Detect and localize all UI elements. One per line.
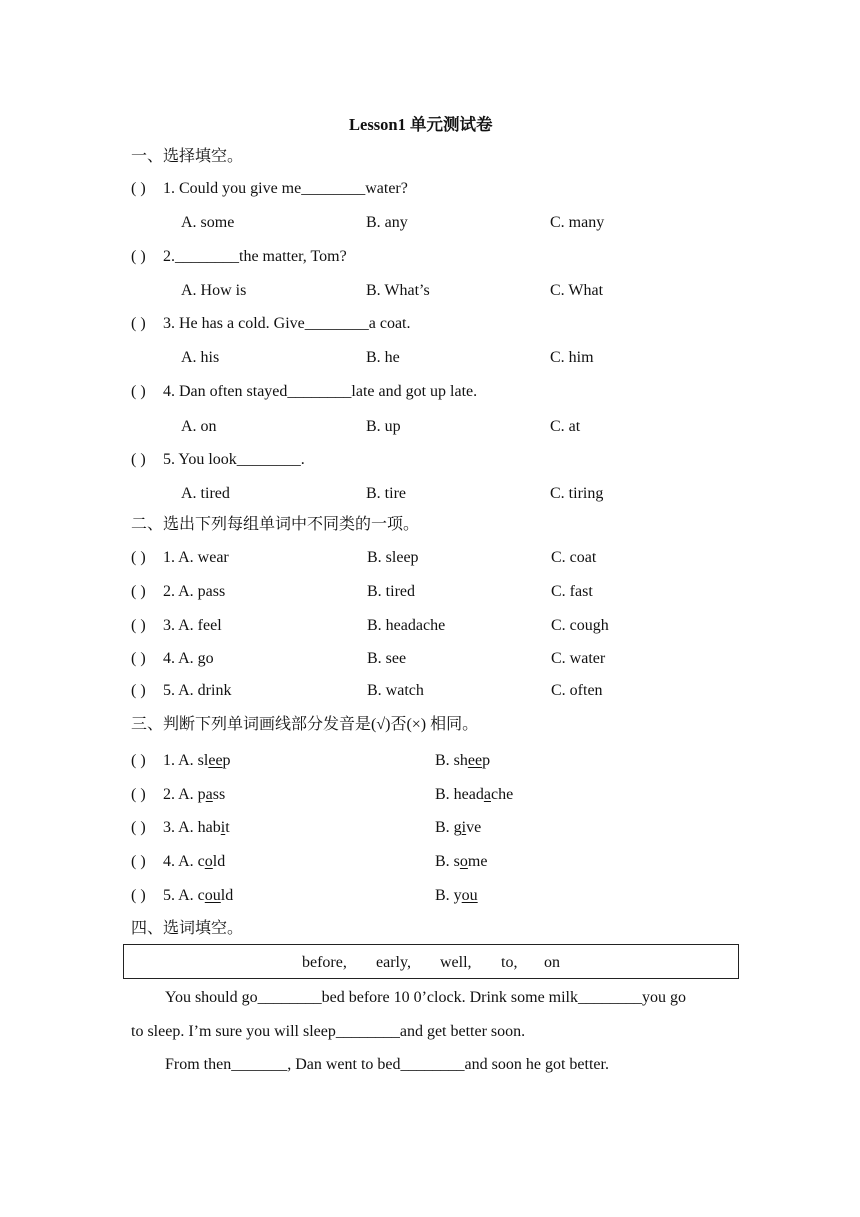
question-2: 2.________the matter, Tom?: [163, 248, 347, 265]
question-3: 3. He has a cold. Give________a coat.: [163, 315, 411, 332]
word-a: 4. A. go: [163, 650, 214, 667]
section-1-heading: 一、选择填空。: [131, 148, 244, 165]
word-c: C. coat: [551, 549, 597, 566]
word-a: 3. A. habit: [163, 819, 230, 836]
option-b: B. up: [366, 418, 401, 435]
underlined-letters: i: [220, 819, 226, 836]
word-b: B. watch: [367, 682, 424, 699]
underlined-letters: ou: [204, 887, 221, 904]
word-b: B. sheep: [435, 752, 491, 769]
word-bank-item: well,: [440, 954, 472, 971]
underlined-letters: a: [205, 786, 213, 803]
answer-paren: ( ): [131, 383, 146, 400]
word-a: 5. A. drink: [163, 682, 232, 699]
word-c: C. water: [551, 650, 606, 667]
option-a: A. some: [181, 214, 235, 231]
answer-paren: ( ): [131, 549, 146, 566]
page-title: Lesson1 单元测试卷: [349, 115, 493, 134]
word-bank-item: before,: [302, 954, 347, 971]
word-b: B. headache: [367, 617, 446, 634]
question-5: 5. You look________.: [163, 451, 305, 468]
answer-paren: ( ): [131, 853, 146, 870]
answer-paren: ( ): [131, 315, 146, 332]
option-b: B. What’s: [366, 282, 430, 299]
word-bank-box: [123, 944, 739, 979]
option-b: B. he: [366, 349, 400, 366]
word-bank-item: early,: [376, 954, 411, 971]
option-b: B. any: [366, 214, 408, 231]
option-a: A. tired: [181, 485, 230, 502]
word-a: 5. A. could: [163, 887, 234, 904]
answer-paren: ( ): [131, 617, 146, 634]
option-c: C. tiring: [550, 485, 604, 502]
underlined-letters: ee: [208, 752, 223, 769]
option-b: B. tire: [366, 485, 406, 502]
question-4: 4. Dan often stayed________late and got up late.: [163, 383, 478, 400]
word-a: 3. A. feel: [163, 617, 222, 634]
word-a: 1. A. wear: [163, 549, 229, 566]
answer-paren: ( ): [131, 583, 146, 600]
answer-paren: ( ): [131, 752, 146, 769]
answer-paren: ( ): [131, 887, 146, 904]
word-b: B. give: [435, 819, 482, 836]
option-c: C. him: [550, 349, 594, 366]
answer-paren: ( ): [131, 180, 146, 197]
section-2-heading: 二、选出下列每组单词中不同类的一项。: [131, 516, 420, 533]
word-b: B. tired: [367, 583, 415, 600]
passage-line-1: You should go________bed before 10 0’clock. Drink some milk________you go: [165, 989, 686, 1006]
word-b: B. see: [367, 650, 407, 667]
answer-paren: ( ): [131, 819, 146, 836]
option-c: C. at: [550, 418, 581, 435]
answer-paren: ( ): [131, 248, 146, 265]
word-a: 2. A. pass: [163, 583, 226, 600]
word-b: B. some: [435, 853, 488, 870]
word-bank-item: on: [544, 954, 560, 971]
answer-paren: ( ): [131, 786, 146, 803]
option-a: A. How is: [181, 282, 247, 299]
underlined-letters: i: [461, 819, 467, 836]
word-bank-item: to,: [501, 954, 518, 971]
word-a: 1. A. sleep: [163, 752, 231, 769]
word-c: C. often: [551, 682, 603, 699]
word-b: B. headache: [435, 786, 514, 803]
passage-line-3: From then_______, Dan went to bed________and soon he got better.: [165, 1056, 609, 1073]
word-c: C. cough: [551, 617, 609, 634]
section-3-heading: 三、判断下列单词画线部分发音是(√)否(×) 相同。: [131, 716, 479, 733]
passage-line-2: to sleep. I’m sure you will sleep________and get better soon.: [131, 1023, 526, 1040]
word-c: C. fast: [551, 583, 593, 600]
answer-paren: ( ): [131, 650, 146, 667]
section-4-heading: 四、选词填空。: [131, 920, 244, 937]
option-c: C. many: [550, 214, 605, 231]
underlined-letters: o: [459, 853, 468, 870]
underlined-letters: ee: [467, 752, 483, 769]
word-a: 2. A. pass: [163, 786, 226, 803]
underlined-letters: a: [483, 786, 491, 803]
underlined-letters: o: [204, 853, 213, 870]
option-a: A. on: [181, 418, 217, 435]
question-1: 1. Could you give me________water?: [163, 180, 408, 197]
word-b: B. sleep: [367, 549, 419, 566]
word-b: B. you: [435, 887, 478, 904]
option-a: A. his: [181, 349, 220, 366]
answer-paren: ( ): [131, 451, 146, 468]
answer-paren: ( ): [131, 682, 146, 699]
underlined-letters: ou: [461, 887, 478, 904]
word-a: 4. A. cold: [163, 853, 226, 870]
option-c: C. What: [550, 282, 604, 299]
